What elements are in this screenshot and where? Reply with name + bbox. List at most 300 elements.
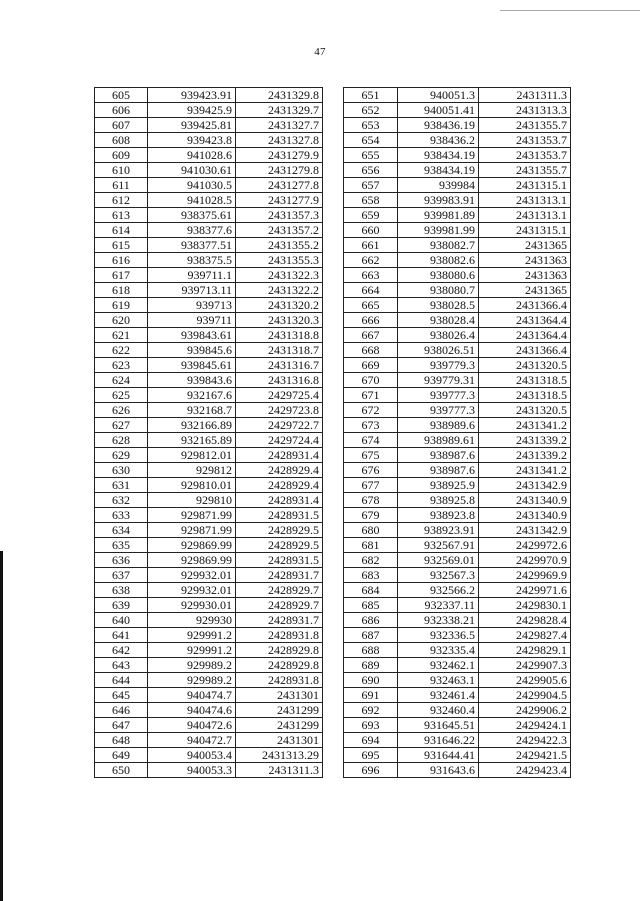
point-number-cell: 618 — [95, 283, 148, 298]
point-number-cell: 649 — [95, 748, 148, 763]
table-row — [95, 133, 323, 148]
table-row — [95, 283, 323, 298]
y-coordinate-cell: 2431363 — [479, 268, 571, 283]
point-number-cell: 638 — [95, 583, 148, 598]
x-coordinate-cell: 940474.7 — [148, 688, 236, 703]
y-coordinate-cell: 2431365 — [479, 283, 571, 298]
y-coordinate-cell: 2429906.2 — [479, 703, 571, 718]
y-coordinate-cell: 2428931.5 — [236, 508, 323, 523]
table-row — [95, 178, 323, 193]
y-coordinate-cell: 2429907.3 — [479, 658, 571, 673]
y-coordinate-cell: 2431301 — [236, 733, 323, 748]
y-coordinate-cell: 2429971.6 — [479, 583, 571, 598]
x-coordinate-cell: 932335.4 — [398, 643, 479, 658]
x-coordinate-cell: 938375.5 — [148, 253, 236, 268]
x-coordinate-cell: 940051.41 — [398, 103, 479, 118]
x-coordinate-cell: 938026.4 — [398, 328, 479, 343]
x-coordinate-cell: 932337.11 — [398, 598, 479, 613]
x-coordinate-cell: 931646.22 — [398, 733, 479, 748]
point-number-cell: 690 — [344, 673, 398, 688]
y-coordinate-cell: 2431342.9 — [479, 478, 571, 493]
x-coordinate-cell: 938375.61 — [148, 208, 236, 223]
x-coordinate-cell: 929810.01 — [148, 478, 236, 493]
y-coordinate-cell: 2431311.3 — [479, 88, 571, 103]
point-number-cell: 659 — [344, 208, 398, 223]
x-coordinate-cell: 939845.6 — [148, 343, 236, 358]
x-coordinate-cell: 939777.3 — [398, 403, 479, 418]
table-row — [344, 388, 571, 403]
x-coordinate-cell: 938028.4 — [398, 313, 479, 328]
x-coordinate-cell: 941028.5 — [148, 193, 236, 208]
y-coordinate-cell: 2428929.4 — [236, 463, 323, 478]
table-row — [95, 328, 323, 343]
table-row — [95, 118, 323, 133]
table-row — [95, 493, 323, 508]
point-number-cell: 632 — [95, 493, 148, 508]
y-coordinate-cell: 2429970.9 — [479, 553, 571, 568]
x-coordinate-cell: 929991.2 — [148, 643, 236, 658]
y-coordinate-cell: 2431329.7 — [236, 103, 323, 118]
point-number-cell: 640 — [95, 613, 148, 628]
table-row — [344, 298, 571, 313]
x-coordinate-cell: 938987.6 — [398, 463, 479, 478]
point-number-cell: 679 — [344, 508, 398, 523]
table-row — [95, 223, 323, 238]
y-coordinate-cell: 2429972.6 — [479, 538, 571, 553]
y-coordinate-cell: 2431355.2 — [236, 238, 323, 253]
point-number-cell: 667 — [344, 328, 398, 343]
point-number-cell: 629 — [95, 448, 148, 463]
point-number-cell: 682 — [344, 553, 398, 568]
table-row — [344, 208, 571, 223]
x-coordinate-cell: 939779.3 — [398, 358, 479, 373]
y-coordinate-cell: 2431311.3 — [236, 763, 323, 778]
table-row — [344, 448, 571, 463]
table-row — [95, 538, 323, 553]
table-row — [344, 553, 571, 568]
point-number-cell: 636 — [95, 553, 148, 568]
table-row — [95, 313, 323, 328]
x-coordinate-cell: 938989.6 — [398, 418, 479, 433]
x-coordinate-cell: 932165.89 — [148, 433, 236, 448]
x-coordinate-cell: 938080.7 — [398, 283, 479, 298]
point-number-cell: 646 — [95, 703, 148, 718]
table-row — [95, 103, 323, 118]
point-number-cell: 620 — [95, 313, 148, 328]
y-coordinate-cell: 2431340.9 — [479, 493, 571, 508]
x-coordinate-cell: 940053.3 — [148, 763, 236, 778]
x-coordinate-cell: 929932.01 — [148, 583, 236, 598]
table-row — [344, 193, 571, 208]
table-row — [344, 433, 571, 448]
x-coordinate-cell: 939984 — [398, 178, 479, 193]
x-coordinate-cell: 939423.8 — [148, 133, 236, 148]
point-number-cell: 637 — [95, 568, 148, 583]
table-row — [95, 268, 323, 283]
point-number-cell: 644 — [95, 673, 148, 688]
table-row — [344, 403, 571, 418]
table-row — [95, 583, 323, 598]
point-number-cell: 641 — [95, 628, 148, 643]
y-coordinate-cell: 2429905.6 — [479, 673, 571, 688]
table-row — [344, 148, 571, 163]
table-row — [344, 118, 571, 133]
x-coordinate-cell: 938377.51 — [148, 238, 236, 253]
point-number-cell: 628 — [95, 433, 148, 448]
x-coordinate-cell: 939777.3 — [398, 388, 479, 403]
table-row — [344, 583, 571, 598]
table-row — [95, 628, 323, 643]
x-coordinate-cell: 938436.2 — [398, 133, 479, 148]
x-coordinate-cell: 932463.1 — [398, 673, 479, 688]
table-row — [344, 343, 571, 358]
point-number-cell: 695 — [344, 748, 398, 763]
x-coordinate-cell: 938989.61 — [398, 433, 479, 448]
point-number-cell: 660 — [344, 223, 398, 238]
binding-margin-line — [0, 551, 3, 901]
point-number-cell: 671 — [344, 388, 398, 403]
table-row — [95, 733, 323, 748]
point-number-cell: 670 — [344, 373, 398, 388]
y-coordinate-cell: 2429828.4 — [479, 613, 571, 628]
point-number-cell: 657 — [344, 178, 398, 193]
point-number-cell: 669 — [344, 358, 398, 373]
point-number-cell: 663 — [344, 268, 398, 283]
x-coordinate-cell: 929932.01 — [148, 568, 236, 583]
point-number-cell: 689 — [344, 658, 398, 673]
point-number-cell: 631 — [95, 478, 148, 493]
table-row — [344, 133, 571, 148]
y-coordinate-cell: 2431316.7 — [236, 358, 323, 373]
point-number-cell: 693 — [344, 718, 398, 733]
x-coordinate-cell: 932567.3 — [398, 568, 479, 583]
point-number-cell: 680 — [344, 523, 398, 538]
point-number-cell: 694 — [344, 733, 398, 748]
y-coordinate-cell: 2431320.3 — [236, 313, 323, 328]
table-row — [95, 463, 323, 478]
table-row — [344, 178, 571, 193]
x-coordinate-cell: 932167.6 — [148, 388, 236, 403]
y-coordinate-cell: 2431313.3 — [479, 103, 571, 118]
y-coordinate-cell: 2428929.8 — [236, 658, 323, 673]
table-row — [344, 598, 571, 613]
table-row — [344, 238, 571, 253]
x-coordinate-cell: 939845.61 — [148, 358, 236, 373]
x-coordinate-cell: 938925.8 — [398, 493, 479, 508]
point-number-cell: 634 — [95, 523, 148, 538]
point-number-cell: 617 — [95, 268, 148, 283]
y-coordinate-cell: 2431357.3 — [236, 208, 323, 223]
y-coordinate-cell: 2431341.2 — [479, 463, 571, 478]
point-number-cell: 652 — [344, 103, 398, 118]
table-row — [95, 508, 323, 523]
x-coordinate-cell: 929869.99 — [148, 538, 236, 553]
table-row — [95, 748, 323, 763]
point-number-cell: 651 — [344, 88, 398, 103]
x-coordinate-cell: 929871.99 — [148, 508, 236, 523]
y-coordinate-cell: 2431327.7 — [236, 118, 323, 133]
x-coordinate-cell: 929869.99 — [148, 553, 236, 568]
y-coordinate-cell: 2431313.1 — [479, 193, 571, 208]
table-row — [95, 613, 323, 628]
x-coordinate-cell: 938434.19 — [398, 163, 479, 178]
y-coordinate-cell: 2431316.8 — [236, 373, 323, 388]
point-number-cell: 622 — [95, 343, 148, 358]
x-coordinate-cell: 939423.91 — [148, 88, 236, 103]
y-coordinate-cell: 2428931.5 — [236, 553, 323, 568]
table-row — [344, 463, 571, 478]
x-coordinate-cell: 940053.4 — [148, 748, 236, 763]
point-number-cell: 627 — [95, 418, 148, 433]
point-number-cell: 635 — [95, 538, 148, 553]
point-number-cell: 621 — [95, 328, 148, 343]
point-number-cell: 653 — [344, 118, 398, 133]
x-coordinate-cell: 932168.7 — [148, 403, 236, 418]
x-coordinate-cell: 938923.91 — [398, 523, 479, 538]
x-coordinate-cell: 932336.5 — [398, 628, 479, 643]
table-row — [95, 238, 323, 253]
y-coordinate-cell: 2431365 — [479, 238, 571, 253]
point-number-cell: 668 — [344, 343, 398, 358]
table-row — [344, 418, 571, 433]
scan-edge-line — [500, 10, 640, 11]
table-row — [95, 403, 323, 418]
point-number-cell: 654 — [344, 133, 398, 148]
point-number-cell: 615 — [95, 238, 148, 253]
table-body — [95, 88, 323, 778]
table-row — [344, 538, 571, 553]
y-coordinate-cell: 2428929.4 — [236, 478, 323, 493]
y-coordinate-cell: 2431366.4 — [479, 343, 571, 358]
y-coordinate-cell: 2431339.2 — [479, 448, 571, 463]
x-coordinate-cell: 938434.19 — [398, 148, 479, 163]
table-row — [95, 643, 323, 658]
table-row — [95, 568, 323, 583]
point-number-cell: 606 — [95, 103, 148, 118]
x-coordinate-cell: 938925.9 — [398, 478, 479, 493]
y-coordinate-cell: 2431355.3 — [236, 253, 323, 268]
table-row — [344, 733, 571, 748]
y-coordinate-cell: 2428929.7 — [236, 583, 323, 598]
point-number-cell: 672 — [344, 403, 398, 418]
x-coordinate-cell: 929991.2 — [148, 628, 236, 643]
x-coordinate-cell: 932338.21 — [398, 613, 479, 628]
point-number-cell: 612 — [95, 193, 148, 208]
x-coordinate-cell: 931643.6 — [398, 763, 479, 778]
y-coordinate-cell: 2429830.1 — [479, 598, 571, 613]
table-row — [344, 103, 571, 118]
table-row — [344, 253, 571, 268]
y-coordinate-cell: 2429827.4 — [479, 628, 571, 643]
table-row — [95, 253, 323, 268]
table-row — [344, 748, 571, 763]
point-number-cell: 691 — [344, 688, 398, 703]
x-coordinate-cell: 929989.2 — [148, 658, 236, 673]
y-coordinate-cell: 2431318.8 — [236, 328, 323, 343]
table-row — [344, 358, 571, 373]
x-coordinate-cell: 929930.01 — [148, 598, 236, 613]
x-coordinate-cell: 932461.4 — [398, 688, 479, 703]
point-number-cell: 645 — [95, 688, 148, 703]
point-number-cell: 665 — [344, 298, 398, 313]
y-coordinate-cell: 2429722.7 — [236, 418, 323, 433]
x-coordinate-cell: 938436.19 — [398, 118, 479, 133]
table-row — [95, 673, 323, 688]
y-coordinate-cell: 2431318.5 — [479, 373, 571, 388]
y-coordinate-cell: 2429904.5 — [479, 688, 571, 703]
y-coordinate-cell: 2429829.1 — [479, 643, 571, 658]
x-coordinate-cell: 932166.89 — [148, 418, 236, 433]
table-row — [344, 283, 571, 298]
x-coordinate-cell: 929812.01 — [148, 448, 236, 463]
table-row — [344, 523, 571, 538]
table-row — [344, 568, 571, 583]
y-coordinate-cell: 2431315.1 — [479, 178, 571, 193]
y-coordinate-cell: 2431277.9 — [236, 193, 323, 208]
y-coordinate-cell: 2429725.4 — [236, 388, 323, 403]
x-coordinate-cell: 941030.61 — [148, 163, 236, 178]
table-row — [344, 328, 571, 343]
point-number-cell: 678 — [344, 493, 398, 508]
coordinates-table-left — [94, 87, 323, 778]
x-coordinate-cell: 929812 — [148, 463, 236, 478]
table-row — [95, 388, 323, 403]
point-number-cell: 681 — [344, 538, 398, 553]
point-number-cell: 650 — [95, 763, 148, 778]
table-row — [95, 88, 323, 103]
y-coordinate-cell: 2428931.7 — [236, 613, 323, 628]
x-coordinate-cell: 938987.6 — [398, 448, 479, 463]
point-number-cell: 607 — [95, 118, 148, 133]
point-number-cell: 676 — [344, 463, 398, 478]
y-coordinate-cell: 2431340.9 — [479, 508, 571, 523]
table-row — [95, 658, 323, 673]
y-coordinate-cell: 2431322.2 — [236, 283, 323, 298]
point-number-cell: 674 — [344, 433, 398, 448]
y-coordinate-cell: 2431299 — [236, 703, 323, 718]
point-number-cell: 619 — [95, 298, 148, 313]
table-row — [344, 628, 571, 643]
y-coordinate-cell: 2431364.4 — [479, 328, 571, 343]
point-number-cell: 609 — [95, 148, 148, 163]
point-number-cell: 675 — [344, 448, 398, 463]
table-row — [344, 643, 571, 658]
table-row — [95, 523, 323, 538]
y-coordinate-cell: 2429423.4 — [479, 763, 571, 778]
table-row — [95, 373, 323, 388]
x-coordinate-cell: 932566.2 — [398, 583, 479, 598]
y-coordinate-cell: 2431320.5 — [479, 403, 571, 418]
y-coordinate-cell: 2428929.8 — [236, 643, 323, 658]
x-coordinate-cell: 939779.31 — [398, 373, 479, 388]
point-number-cell: 642 — [95, 643, 148, 658]
x-coordinate-cell: 941028.6 — [148, 148, 236, 163]
point-number-cell: 611 — [95, 178, 148, 193]
table-row — [344, 508, 571, 523]
y-coordinate-cell: 2431299 — [236, 718, 323, 733]
x-coordinate-cell: 939713.11 — [148, 283, 236, 298]
point-number-cell: 610 — [95, 163, 148, 178]
table-row — [344, 478, 571, 493]
y-coordinate-cell: 2428931.7 — [236, 568, 323, 583]
point-number-cell: 685 — [344, 598, 398, 613]
x-coordinate-cell: 932567.91 — [398, 538, 479, 553]
y-coordinate-cell: 2431357.2 — [236, 223, 323, 238]
x-coordinate-cell: 939711 — [148, 313, 236, 328]
point-number-cell: 688 — [344, 643, 398, 658]
table-row — [344, 763, 571, 778]
table-row — [95, 478, 323, 493]
table-row — [95, 418, 323, 433]
y-coordinate-cell: 2429723.8 — [236, 403, 323, 418]
coordinates-table-right — [343, 87, 571, 778]
point-number-cell: 692 — [344, 703, 398, 718]
x-coordinate-cell: 938026.51 — [398, 343, 479, 358]
x-coordinate-cell: 929989.2 — [148, 673, 236, 688]
page-number: 47 — [314, 46, 326, 58]
x-coordinate-cell: 932462.1 — [398, 658, 479, 673]
y-coordinate-cell: 2431363 — [479, 253, 571, 268]
y-coordinate-cell: 2431279.8 — [236, 163, 323, 178]
point-number-cell: 626 — [95, 403, 148, 418]
x-coordinate-cell: 932569.01 — [398, 553, 479, 568]
y-coordinate-cell: 2431353.7 — [479, 148, 571, 163]
table-row — [95, 208, 323, 223]
table-row — [344, 718, 571, 733]
table-row — [95, 448, 323, 463]
point-number-cell: 658 — [344, 193, 398, 208]
y-coordinate-cell: 2431320.5 — [479, 358, 571, 373]
y-coordinate-cell: 2428931.4 — [236, 448, 323, 463]
y-coordinate-cell: 2428931.8 — [236, 673, 323, 688]
point-number-cell: 656 — [344, 163, 398, 178]
table-row — [344, 163, 571, 178]
y-coordinate-cell: 2428931.8 — [236, 628, 323, 643]
x-coordinate-cell: 939425.9 — [148, 103, 236, 118]
y-coordinate-cell: 2431320.2 — [236, 298, 323, 313]
point-number-cell: 647 — [95, 718, 148, 733]
point-number-cell: 639 — [95, 598, 148, 613]
point-number-cell: 623 — [95, 358, 148, 373]
table-row — [95, 358, 323, 373]
table-row — [344, 613, 571, 628]
x-coordinate-cell: 929871.99 — [148, 523, 236, 538]
table-row — [95, 718, 323, 733]
x-coordinate-cell: 938923.8 — [398, 508, 479, 523]
y-coordinate-cell: 2431339.2 — [479, 433, 571, 448]
y-coordinate-cell: 2431355.7 — [479, 118, 571, 133]
point-number-cell: 661 — [344, 238, 398, 253]
x-coordinate-cell: 931644.41 — [398, 748, 479, 763]
point-number-cell: 605 — [95, 88, 148, 103]
y-coordinate-cell: 2431342.9 — [479, 523, 571, 538]
point-number-cell: 683 — [344, 568, 398, 583]
y-coordinate-cell: 2431313.29 — [236, 748, 323, 763]
table-row — [95, 298, 323, 313]
x-coordinate-cell: 931645.51 — [398, 718, 479, 733]
point-number-cell: 633 — [95, 508, 148, 523]
y-coordinate-cell: 2431322.3 — [236, 268, 323, 283]
point-number-cell: 666 — [344, 313, 398, 328]
table-row — [344, 88, 571, 103]
table-row — [344, 658, 571, 673]
table-row — [344, 313, 571, 328]
point-number-cell: 696 — [344, 763, 398, 778]
table-row — [95, 343, 323, 358]
point-number-cell: 677 — [344, 478, 398, 493]
y-coordinate-cell: 2431341.2 — [479, 418, 571, 433]
x-coordinate-cell: 938082.6 — [398, 253, 479, 268]
